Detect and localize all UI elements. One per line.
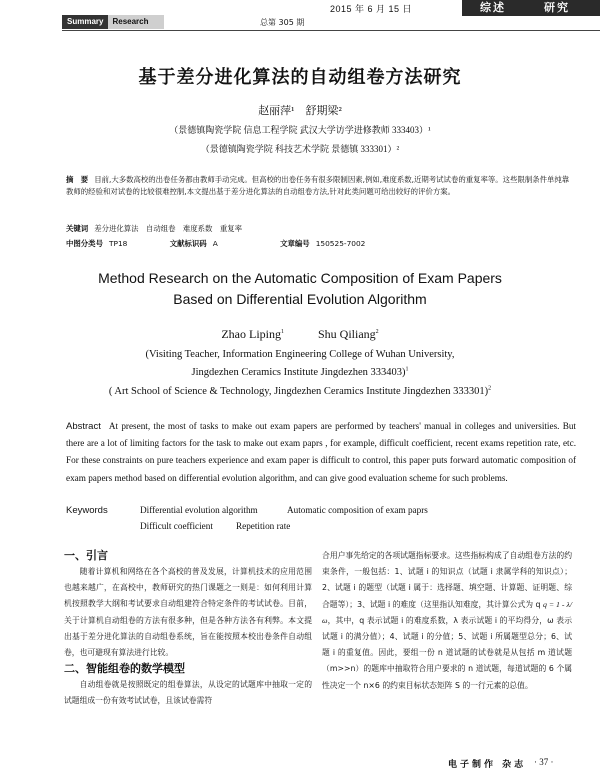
affiliation-cn-1: （景德镇陶瓷学院 信息工程学院 武汉大学访学进修教师 333403）¹	[169, 125, 431, 135]
abstract-en	[66, 418, 576, 487]
abstract-en-label: Abstract	[66, 421, 101, 432]
author2-sup: 2	[375, 329, 379, 335]
clc-label: 中图分类号	[66, 239, 103, 248]
header-date: 2015 年 6 月 15 日	[330, 4, 413, 14]
right-column-paragraph	[322, 548, 572, 694]
badge-research: Research	[108, 15, 164, 29]
section-band	[462, 0, 600, 16]
section-label-research: 研究	[544, 1, 570, 14]
affiliation-en-2-text: Jingdezhen Ceramics Institute Jingdezhen 333403)	[191, 367, 406, 378]
author2-en: Shu Qiliang	[317, 327, 376, 341]
affiliation-en-3-text: ( Art School of Science & Technology, Jingdezhen Ceramics Institute Jingdezhen 333301)	[108, 386, 489, 397]
keywords-cn-list: 差分进化算法 自动组卷 难度系数 重复率	[94, 224, 243, 233]
title-en-line2: Based on Differential Evolution Algorithm	[173, 291, 427, 307]
section-label-review: 综述	[480, 1, 506, 14]
issue-number: 总第 305 期	[260, 18, 305, 27]
doc-code-value: A	[212, 239, 218, 248]
abstract-en-text: At present, the most of tasks to make out exam papers are performed by teachers' manual in colleges and universities. But there are a lot of limiting factors for the task to make out exam paprs , for example, difficult coefficient, recent exams repetition rate, etc. For these constraints on pure teachers experience and exam paper is difficult to control, this paper puts forward automatic composition of exam papers method based on differential evolution algorithm, and can give good evaluation scheme for such problems.	[66, 421, 576, 483]
section-1-paragraph: 随着计算机和网络在各个高校的普及发展，计算机技术的应用范围也越来越广，在高校中，教师研究的热门课题之一则是：如何利用计算机按照教学大纲和考试要求自动组建符合特定条件的考试试卷。目前，关于计算机自动组卷的方法有很多种，但是各种方法各有利弊。本文提出基于差分进化算法的自动组卷系统，旨在能按照本校出卷条件自动组卷，也可避现有算法进行比较。	[64, 567, 312, 658]
section-2-paragraph: 自动组卷就是按照既定的组卷算法，从设定的试题库中抽取一定的试题组成一份有效考试试卷，且该试卷需符	[64, 680, 312, 706]
summary-research-badge	[62, 15, 164, 29]
badge-summary: Summary	[62, 15, 108, 29]
keywords-cn	[66, 223, 576, 235]
article-no-value: 150525-7002	[315, 239, 366, 248]
title-en-line1: Method Research on the Automatic Composition of Exam Papers	[98, 270, 502, 286]
affiliation-cn-2: （景德镇陶瓷学院 科技艺术学院 景德镇 333301）²	[200, 144, 400, 154]
section-1-heading: 一、引言	[64, 549, 108, 562]
author1-en: Zhao Liping	[221, 327, 281, 341]
keywords-cn-label: 关键词	[66, 224, 89, 233]
article-no-label: 文章编号	[280, 239, 310, 248]
keywords-en-label: Keywords	[66, 505, 108, 516]
affiliation-en-2-sup: 1	[405, 366, 409, 373]
abstract-cn-text: 目前,大多数高校的出卷任务都由教师手动完成。但高校的出卷任务有很多限制因素,例如,难度系数,近期考试试卷的重复率等。这些限制条件单纯靠教师的经验和对试卷的比较很难控制,本文提出基于差分进化算法的自动组卷方法,针对此类问题可给出较好的评价方案。	[66, 175, 570, 196]
formula-tail: ，其中，q	[327, 615, 365, 625]
right-text-a: 合用户事先给定的各项试题指标要求。这些指标构成了自动组卷方法的约束条件，一般包括：1、试题 i 的知识点（试题 i 隶属学科的知识点）；2、试题 i 的题型（试题 i 属于：选择题、填空题、计算题、证明题、综合题等）；3、试题 i 的难度（这里指认知难度，其计算公式为 q	[322, 551, 572, 609]
author1-sup: 1	[280, 329, 284, 335]
clc-value: TP18	[108, 239, 128, 248]
abstract-cn	[66, 174, 576, 198]
classification-row	[66, 238, 576, 250]
keyword-en-4: Repetition rate	[236, 521, 291, 531]
body-left-column	[64, 548, 312, 710]
affiliation-en-2	[0, 367, 600, 378]
keyword-en-3: Difficult coefficient	[140, 521, 213, 531]
footer-page-number: · 37 ·	[534, 757, 554, 767]
body-right-column	[322, 548, 572, 694]
abstract-cn-label: 摘 要	[66, 175, 89, 184]
header-divider	[62, 30, 600, 31]
affiliation-en-3	[0, 386, 600, 397]
authors-en	[0, 327, 600, 342]
keyword-en-1: Differential evolution algorithm	[140, 505, 258, 515]
keyword-en-2: Automatic composition of exam paprs	[287, 505, 428, 515]
affiliation-en-1: (Visiting Teacher, Information Engineering College of Wuhan University,	[145, 349, 455, 360]
doc-code-label: 文献标识码	[169, 239, 207, 248]
right-text-d: 的一行元素的总值。	[462, 680, 533, 690]
right-text-c: 表示试题 i 的平均得分，ω 表示试题 i 的满分值）；4、试题 i 的分值；5、试题 i 所属题型总分；6、试题 i 的重复值。因此，要组一份 n 道试题的试卷就是从包括 m 道试题（m>>n）的题库中抽取符合用户要求的 n 道试题，每道试题的 6 个属性决定一个 n×6 的约束目标状态矩阵 S	[322, 615, 573, 690]
difficulty-formula: q = 1 - λ/ω	[322, 599, 573, 625]
paper-title-cn: 基于差分进化算法的自动组卷方法研究	[138, 67, 462, 88]
paper-title-en	[0, 268, 600, 310]
affiliation-en-3-sup: 2	[488, 385, 492, 392]
authors-cn: 赵丽萍¹ 舒期梁²	[258, 105, 342, 117]
footer-journal: 电子制作 杂志	[448, 760, 527, 770]
right-text-b: 表示试题 i 的难度系数，λ	[366, 615, 459, 625]
section-2-heading: 二、智能组卷的数学模型	[64, 662, 185, 676]
